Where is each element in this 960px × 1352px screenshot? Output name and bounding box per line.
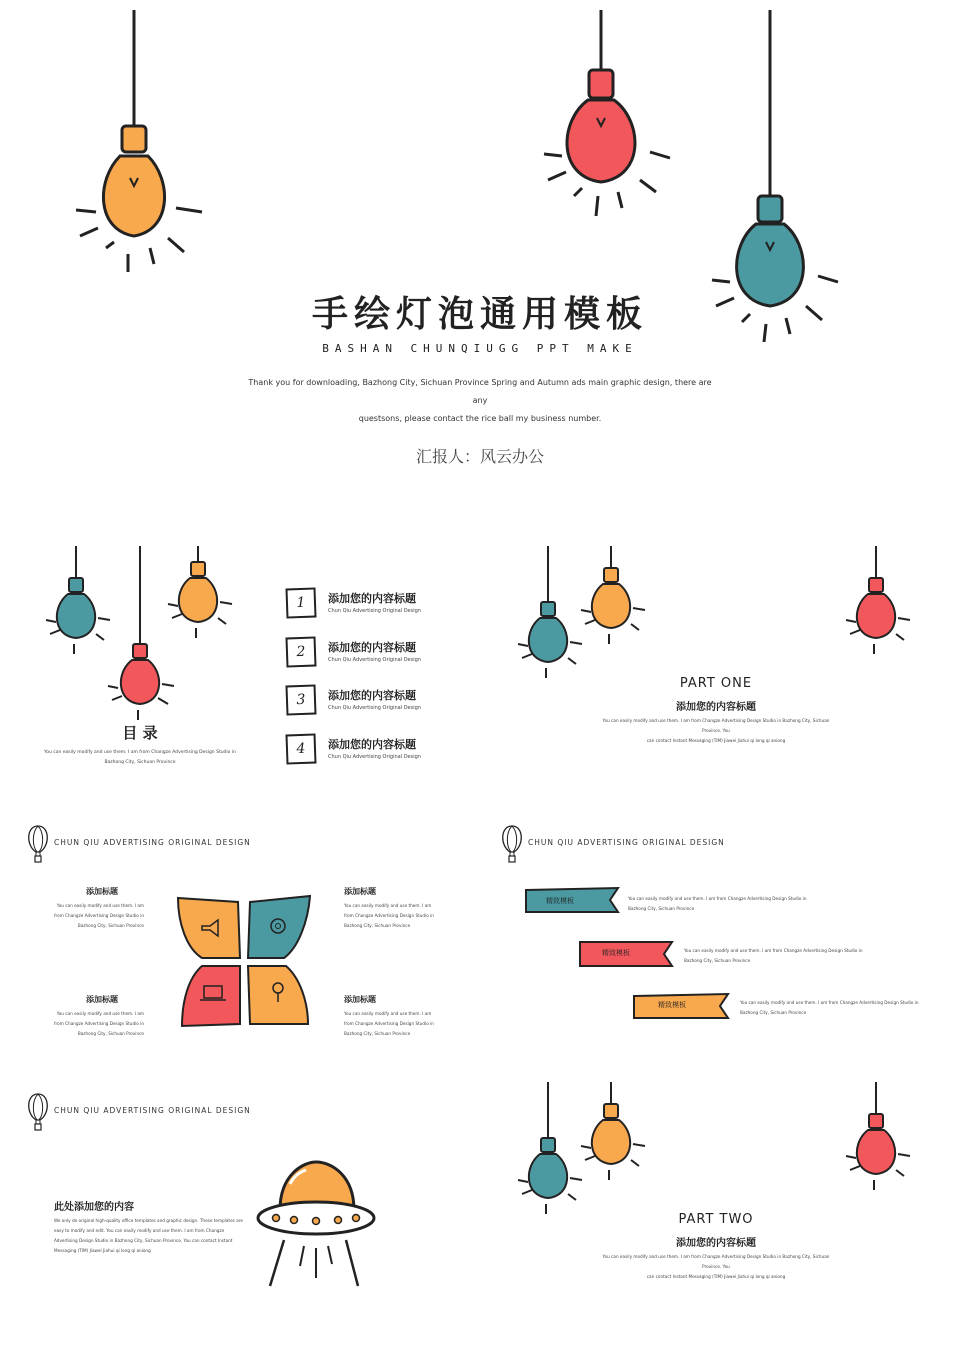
cover-desc-line2: questsons, please contact the rice ball my business number. <box>358 414 602 423</box>
balloon-icon <box>26 1092 50 1132</box>
quad-text-line: You can easily modify and use them. I am <box>56 903 144 908</box>
toc-item-title: 添加您的内容标题 <box>328 641 416 654</box>
ribbon-text-line: Bazhong City, Sichuan Province <box>628 906 695 911</box>
toc-item-title: 添加您的内容标题 <box>328 592 416 605</box>
brand-label: CHUN QIU ADVERTISING ORIGINAL DESIGN <box>528 838 725 847</box>
four-leaf-diagram <box>174 892 314 1032</box>
red-bulb-icon <box>544 10 670 216</box>
part-one-text <box>600 716 832 746</box>
toc-caption-line1: You can easily modify and use them. I am from Changze Advertising Design Studio in <box>44 750 236 755</box>
ufo-text <box>54 1216 244 1256</box>
toc-item[interactable] <box>286 734 421 764</box>
quad-text-line: You can easily modify and use them. I am <box>344 1011 432 1016</box>
quad-block-bottom-left <box>40 994 144 1039</box>
quad-block-top-right <box>344 886 454 931</box>
ribbon-text <box>684 946 863 966</box>
quad-label: 添加标题 <box>86 887 118 896</box>
ufo-text-line: Messaging (TIM) Jiawei Jiahui qi long qi aniong <box>54 1248 151 1253</box>
toc-number-box: 4 <box>285 733 316 764</box>
toc-caption-line2: Bazhong City, Sichuan Province <box>104 760 176 765</box>
ribbon-label: 精致模板 <box>602 949 630 957</box>
quad-text-line: Bazhong City, Sichuan Province <box>344 923 411 928</box>
ufo-heading: 此处添加您的内容 <box>54 1202 134 1213</box>
quad-text-line: Bazhong City, Sichuan Province <box>344 1031 411 1036</box>
ufo-text-line: easy to modify and edit. You can easily modify and use them. I am from Changze <box>54 1228 225 1233</box>
ribbon-text <box>740 998 919 1018</box>
balloon-icon <box>26 824 50 864</box>
toc-number-box: 2 <box>285 636 316 667</box>
brand-label: CHUN QIU ADVERTISING ORIGINAL DESIGN <box>54 1106 251 1115</box>
cover-description <box>240 374 720 428</box>
ribbon-label: 精致模板 <box>546 897 574 905</box>
toc-item-sub: Chun Qiu Advertising Original Design <box>328 657 421 663</box>
quad-text-line: from Changze Advertising Design Studio in <box>344 1021 434 1026</box>
orange-bulb-icon <box>581 1082 645 1180</box>
ufo-icon <box>254 1154 374 1294</box>
part-one-heading: 添加您的内容标题 <box>676 702 756 713</box>
cover-reporter: 汇报人：风云办公 <box>415 447 544 466</box>
ribbon-text-line: You can easily modify and use them. I am from Changze Advertising Design Studio in <box>740 1000 919 1005</box>
toc-item-sub: Chun Qiu Advertising Original Design <box>328 705 421 711</box>
quad-label: 添加标题 <box>344 887 376 896</box>
ufo-text-line: Advertising Design Studio in Bazhong City, Sichuan Province. You can contact Instant <box>54 1238 233 1243</box>
toc-item[interactable] <box>286 588 421 618</box>
quad-text <box>344 901 454 931</box>
toc-item-title: 添加您的内容标题 <box>328 738 416 751</box>
quad-text <box>344 1009 454 1039</box>
part-two-line2: can contact Instant Messaging (TIM) Jiawei Jiahui qi long qi aniong <box>646 1274 786 1279</box>
ufo-text-line: We only do original high-quality office templates and graphic design. These templates are <box>54 1218 243 1223</box>
part-one-label: PART ONE <box>679 676 753 691</box>
quad-block-top-left <box>40 886 144 931</box>
orange-bulb-icon <box>581 546 645 644</box>
quad-label: 添加标题 <box>344 995 376 1004</box>
quad-label: 添加标题 <box>86 995 118 1004</box>
toc-item-sub: Chun Qiu Advertising Original Design <box>328 608 421 614</box>
quad-text-line: You can easily modify and use them. I am <box>344 903 432 908</box>
toc-heading: 目 录 <box>122 724 158 742</box>
part-one-line1: You can easily modify and use them. I am from Changze Advertising Design Studio in Bazhong City, Sichuan Province. You <box>602 718 830 733</box>
red-bulb-icon <box>108 546 174 720</box>
quad-text-line: You can easily modify and use them. I am <box>56 1011 144 1016</box>
part-two-line1: You can easily modify and use them. I am from Changze Advertising Design Studio in Bazhong City, Sichuan Province. You <box>602 1254 830 1269</box>
quad-text-line: from Changze Advertising Design Studio in <box>344 913 434 918</box>
red-bulb-icon <box>846 546 910 654</box>
teal-bulb-icon <box>518 1082 582 1214</box>
part-two-label: PART TWO <box>678 1212 754 1227</box>
ribbon-text-line: You can easily modify and use them. I am from Changze Advertising Design Studio in <box>628 896 807 901</box>
teal-bulb-icon <box>46 546 110 654</box>
red-bulb-icon <box>846 1082 910 1190</box>
quad-text-line: Bazhong City, Sichuan Province <box>77 1031 144 1036</box>
quad-text <box>40 1009 144 1039</box>
quad-text-line: from Changze Advertising Design Studio in <box>54 1021 144 1026</box>
ribbon-text <box>628 894 807 914</box>
toc-item[interactable] <box>286 637 421 667</box>
cover-subtitle: BASHAN CHUNQIUGG PPT MAKE <box>322 342 638 355</box>
toc-item-title: 添加您的内容标题 <box>328 689 416 702</box>
ribbon-text-line: You can easily modify and use them. I am from Changze Advertising Design Studio in <box>684 948 863 953</box>
quad-text-line: Bazhong City, Sichuan Province <box>77 923 144 928</box>
toc-item[interactable] <box>286 685 421 715</box>
orange-bulb-icon <box>76 10 202 272</box>
cover-title: 手绘灯泡通用模板 <box>311 293 648 335</box>
ribbon-label: 精致模板 <box>658 1001 686 1009</box>
quad-block-bottom-right <box>344 994 454 1039</box>
brand-label: CHUN QIU ADVERTISING ORIGINAL DESIGN <box>54 838 251 847</box>
toc-item-sub: Chun Qiu Advertising Original Design <box>328 754 421 760</box>
quad-text-line: from Changze Advertising Design Studio in <box>54 913 144 918</box>
quad-text <box>40 901 144 931</box>
part-one-line2: can contact Instant Messaging (TIM) Jiawei Jiahui qi long qi aniong <box>646 738 786 743</box>
toc-number-box: 3 <box>285 684 316 715</box>
toc-number-box: 1 <box>285 587 316 618</box>
orange-bulb-icon <box>168 546 232 638</box>
toc-caption <box>40 748 240 768</box>
part-two-heading: 添加您的内容标题 <box>676 1238 756 1249</box>
teal-bulb-icon <box>518 546 582 678</box>
part-two-text <box>600 1252 832 1282</box>
cover-desc-line1: Thank you for downloading, Bazhong City, Sichuan Province Spring and Autumn ads main graphic design, there are any <box>248 378 712 405</box>
ribbon-text-line: Bazhong City, Sichuan Province <box>740 1010 807 1015</box>
ribbon-text-line: Bazhong City, Sichuan Province <box>684 958 751 963</box>
balloon-icon <box>500 824 524 864</box>
